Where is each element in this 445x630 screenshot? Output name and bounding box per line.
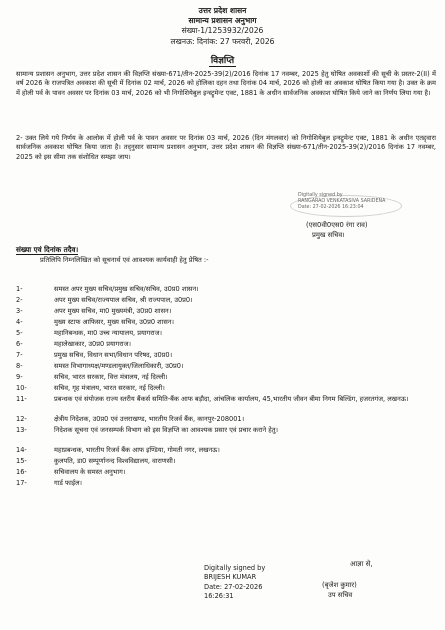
list-item-text: निदेशक सूचना एवं जनसम्पर्क विभाग को इस विज्ञप्ति का आवश्यक प्रसार एवं प्रचार कराने हेतु। bbox=[54, 426, 279, 434]
list-item-number: 11- bbox=[16, 395, 27, 403]
digital-sign2-line3: Date: 27-02-2026 bbox=[204, 582, 263, 591]
paragraph-1: सामान्य प्रशासन अनुभाग, उत्तर प्रदेश शासन की विज्ञप्ति संख्या-671/तीन-2025-39(2)/2016 दिनांक 17 नवम्बर, 2025 हेतु घोषित अवकाशों की सूची के प्रस्तर-2(II) में वर्ष 2026 के राजपत्रित अवकाश की सूची में दिनांक 02 मार्च, 2026 को होलिका दहन तथा दिनांक 04 मार्च, 2026 को होली का अवकाश घोषित किया गया है। उक्त के क्रम में होली पर्व के पावन अवसर पर दिनांक 03 मार्च, 2026 को भी निगोशियेबुल इन्स्ट्रूमेन्ट एक्ट, 1881 के अधीन सार्वजनिक अवकाश घोषित किये जाने का निर्णय लिया गया है। bbox=[16, 70, 436, 97]
list-item-number: 8- bbox=[16, 362, 23, 370]
list-item-text: कुलपति, डा0 सम्पूर्णानन्द विश्वविद्यालय, वाराणसी। bbox=[54, 457, 176, 465]
list-item-number: 9- bbox=[16, 373, 23, 381]
list-item-text: प्रबन्धक एवं संयोजक राज्य स्तरीय बैंकर्स समिति-बैंक आफ बड़ौदा, आंचलिक कार्यालय, 45,भारतीय जीवन बीमा निगम बिल्डिंग, हजरतगंज, लखनऊ। bbox=[54, 395, 409, 403]
list-item bbox=[16, 457, 436, 468]
list-item-text: क्षेत्रीय निदेशक, उ0प्र0 एवं उत्तराखण्ड, भारतीय रिजर्व बैंक, कानपुर-208001। bbox=[54, 415, 245, 423]
list-item-text: प्रमुख सचिव, विधान सभा/विधान परिषद, उ0प्र0। bbox=[54, 351, 173, 359]
signatory-name: (एस0वी0एस0 रंगा राव) bbox=[306, 221, 368, 229]
list-item-number: 1- bbox=[16, 285, 23, 293]
govt-name: उत्तर प्रदेश शासन bbox=[198, 6, 247, 15]
list-item-text: महाप्रबन्धक, भारतीय रिजर्व बैंक आफ इण्डिया, गोमती नगर, लखनऊ। bbox=[54, 446, 220, 454]
signatory-designation: प्रमुख सचिव। bbox=[312, 231, 345, 239]
list-item-text: महानिबन्धक, मा0 उच्च न्यायालय, प्रयागराज। bbox=[54, 329, 163, 337]
list-item bbox=[16, 285, 436, 296]
digital-sign2-line1: Digitally signed by bbox=[204, 564, 266, 572]
list-item-text: अपर मुख्य सचिव/राज्यपाल सचिव, श्री राज्यपाल, उ0प्र0। bbox=[54, 296, 193, 304]
list-item bbox=[16, 415, 436, 426]
signature-block-deputy-secretary bbox=[204, 560, 434, 620]
reference-number: संख्या-1/1253932/2026 bbox=[181, 26, 264, 35]
list-item bbox=[16, 395, 436, 415]
list-item bbox=[16, 329, 436, 340]
list-item-number: 15- bbox=[16, 457, 27, 465]
distribution-list bbox=[16, 285, 436, 490]
list-item-text: सचिव, भारत सरकार, वित्त मंत्रालय, नई दिल्ली। bbox=[54, 373, 168, 381]
list-item-number: 2- bbox=[16, 296, 23, 304]
list-item-number: 10- bbox=[16, 384, 27, 392]
issue-date: लखनऊ: दिनांक: 27 फरवरी, 2026 bbox=[170, 37, 275, 46]
digital-sign-line3: Date: 27-02-2026 16:23:04 bbox=[298, 205, 364, 210]
signatory2-name: (बृजेश कुमार) bbox=[322, 581, 357, 589]
list-item bbox=[16, 384, 436, 395]
list-item bbox=[16, 296, 436, 307]
list-item bbox=[16, 318, 436, 329]
list-item bbox=[16, 307, 436, 318]
list-item-number: 4- bbox=[16, 318, 23, 326]
list-item bbox=[16, 446, 436, 457]
list-item-text: गार्ड फाईल। bbox=[54, 479, 83, 487]
digital-sign-line2: RANGARAO VENKATASIVA SARIDENA bbox=[298, 199, 386, 204]
list-item-number: 13- bbox=[16, 426, 27, 434]
list-item-number: 16- bbox=[16, 468, 27, 476]
list-item-number: 5- bbox=[16, 329, 23, 337]
distribution-heading-text: संख्या एवं दिनांक तदैव। bbox=[16, 245, 79, 254]
list-item-text: समस्त विभागाध्यक्ष/मण्डलायुक्त/जिलाधिकारी, उ0प्र0। bbox=[54, 362, 184, 370]
list-item-text: सचिव, गृह मंत्रालय, भारत सरकार, नई दिल्ली। bbox=[54, 384, 165, 392]
list-item-number: 6- bbox=[16, 340, 23, 348]
digital-signature-text bbox=[204, 564, 265, 602]
list-item bbox=[16, 479, 436, 490]
signatory2-designation: उप सचिव bbox=[328, 591, 353, 599]
paragraph-2: 2- उक्त लिये गये निर्णय के आलोक में होली पर्व के पावन अवसर पर दिनांक 03 मार्च, 2026 (दिन मंगलवार) को निगोशियेबुल इन्स्ट्रूमेन्ट एक्ट, 1881 के अधीन एतद्द्वारा सार्वजनिक अवकाश घोषित किया जाता है। तद्नुसार सामान्य प्रशासन अनुभाग, उत्तर प्रदेश शासन की विज्ञप्ति संख्या-671/तीन-2025-39(2)/2016 दिनांक 17 नवम्बर, 2025 को इस सीमा तक संशोधित समझा जाय। bbox=[16, 134, 436, 161]
list-item-text: मुख्य स्टाफ आफिसर, मुख्य सचिव, उ0प्र0 शासन। bbox=[54, 318, 174, 326]
notice-title bbox=[0, 53, 445, 66]
digital-signature-stamp bbox=[298, 193, 418, 211]
notice-title-text: विज्ञप्ति bbox=[210, 56, 235, 66]
list-item-number: 14- bbox=[16, 446, 27, 454]
digital-sign2-line2: BRIJESH KUMAR bbox=[204, 573, 257, 582]
list-item-text: समस्त अपर मुख्य सचिव/प्रमुख सचिव/सचिव, उ0प्र0 शासन। bbox=[54, 285, 199, 293]
list-item-number: 3- bbox=[16, 307, 23, 315]
list-item bbox=[16, 373, 436, 384]
list-item-text: महालेखाकार, उ0प्र0 प्रयागराज। bbox=[54, 340, 132, 348]
list-item-number: 7- bbox=[16, 351, 23, 359]
list-item-text: अपर मुख्य सचिव, मा0 मुख्यमंत्री, उ0प्र0 शासन। bbox=[54, 307, 172, 315]
by-order-text: आज्ञा से, bbox=[350, 560, 373, 568]
list-item-number: 17- bbox=[16, 479, 27, 487]
department-name: सामान्य प्रशासन अनुभाग bbox=[188, 16, 257, 25]
distribution-intro: प्रतिलिपि निम्नलिखित को सूचनार्थ एवं आवश्यक कार्यवाही हेतु प्रेषित :- bbox=[40, 256, 209, 264]
distribution-heading bbox=[16, 245, 78, 255]
digital-sign2-line4: 16:26:31 bbox=[204, 592, 234, 601]
list-item bbox=[16, 362, 436, 373]
list-item bbox=[16, 468, 436, 479]
list-item-text: सचिवालय के समस्त अनुभाग। bbox=[54, 468, 126, 476]
list-item bbox=[16, 351, 436, 362]
list-item-number: 12- bbox=[16, 415, 27, 423]
digital-sign-line1: Digitally signed by bbox=[298, 193, 343, 198]
list-item bbox=[16, 340, 436, 351]
list-item bbox=[16, 426, 436, 446]
